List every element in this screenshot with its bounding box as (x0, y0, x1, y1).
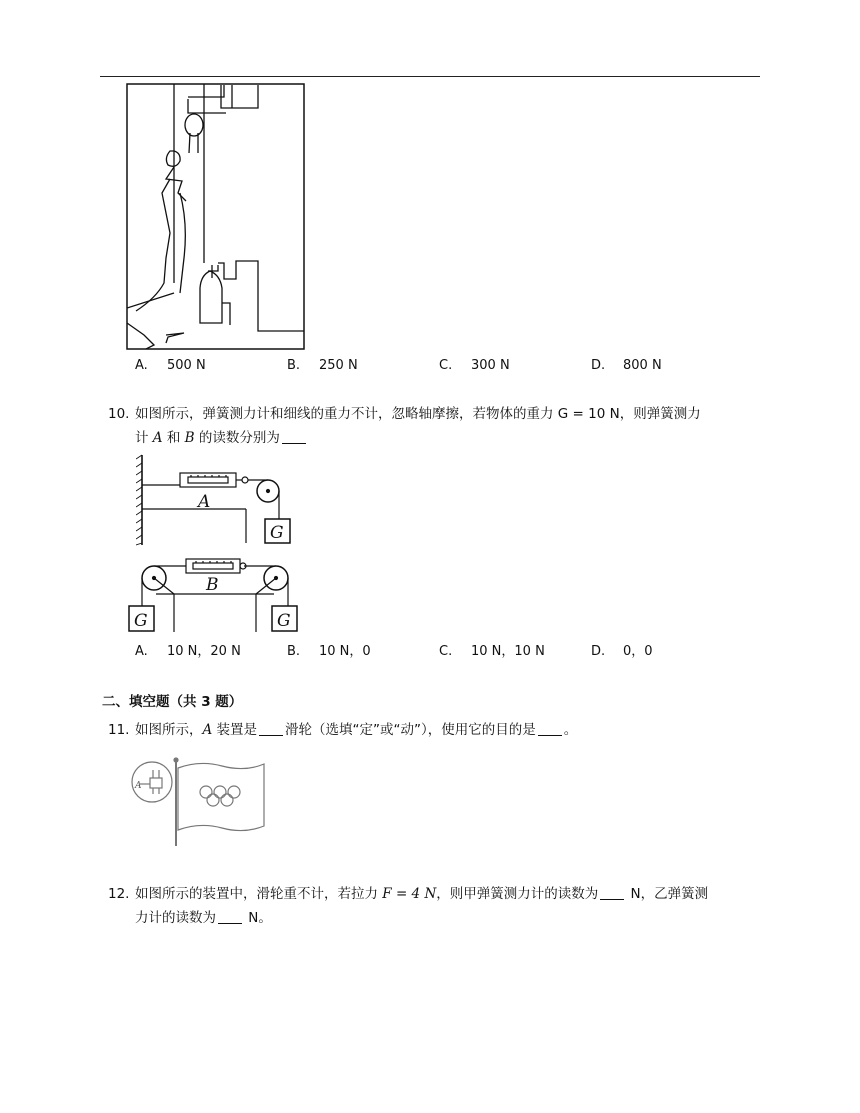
answer-blank-2[interactable] (538, 721, 562, 736)
q9-option-b[interactable]: B. 250 N (287, 358, 358, 373)
question-text-line2: 力计的读数为 N。 (135, 910, 272, 926)
q9-options (135, 358, 755, 378)
q9-option-a[interactable]: A. 500 N (135, 358, 206, 373)
q9-option-d[interactable]: D. 800 N (591, 358, 662, 373)
q9-figure (126, 83, 306, 351)
question-number: 12. (108, 886, 130, 902)
question-number: 10. (108, 406, 130, 422)
answer-blank-1[interactable] (600, 885, 624, 900)
weight-label-left: G (134, 611, 148, 631)
question-text: 如图所示，A 装置是 滑轮（选填“定”或“动”），使用它的目的是 。 (135, 722, 578, 738)
q10-option-a[interactable]: A. 10 N，20 N (135, 644, 241, 659)
q10-option-c[interactable]: C. 10 N，10 N (439, 644, 545, 659)
q10-figure-b (126, 556, 304, 634)
answer-blank-2[interactable] (218, 909, 242, 924)
q10-option-b[interactable]: B. 10 N，0 (287, 644, 371, 659)
weight-label: G (270, 523, 284, 543)
pulley-a-label: A (135, 781, 142, 791)
scale-b-label: B (206, 575, 219, 595)
weight-label-right: G (277, 611, 291, 631)
q10-options (135, 640, 755, 660)
question-text-line1: 如图所示，弹簧测力计和细线的重力不计，忽略轴摩擦，若物体的重力 G = 10 N，则弹簧测力 (135, 406, 701, 422)
question-number: 11. (108, 722, 130, 738)
question-10 (108, 402, 768, 452)
q10-figure-a (136, 453, 306, 548)
answer-blank-1[interactable] (259, 721, 283, 736)
question-text-line2: 计 A 和 B 的读数分别为 (135, 426, 761, 450)
question-12 (108, 882, 768, 932)
q9-option-c[interactable]: C. 300 N (439, 358, 510, 373)
q10-option-d[interactable]: D. 0，0 (591, 644, 653, 659)
question-11 (108, 718, 768, 744)
section-heading: 二、填空题（共 3 题） (102, 694, 243, 710)
answer-blank[interactable] (282, 429, 306, 444)
q11-figure (130, 756, 270, 848)
question-text-line1: 如图所示的装置中，滑轮重不计，若拉力 F = 4 N，则甲弹簧测力计的读数为 N，乙弹簧测 (135, 886, 709, 902)
header-rule (100, 76, 760, 77)
scale-a-label: A (198, 492, 211, 512)
